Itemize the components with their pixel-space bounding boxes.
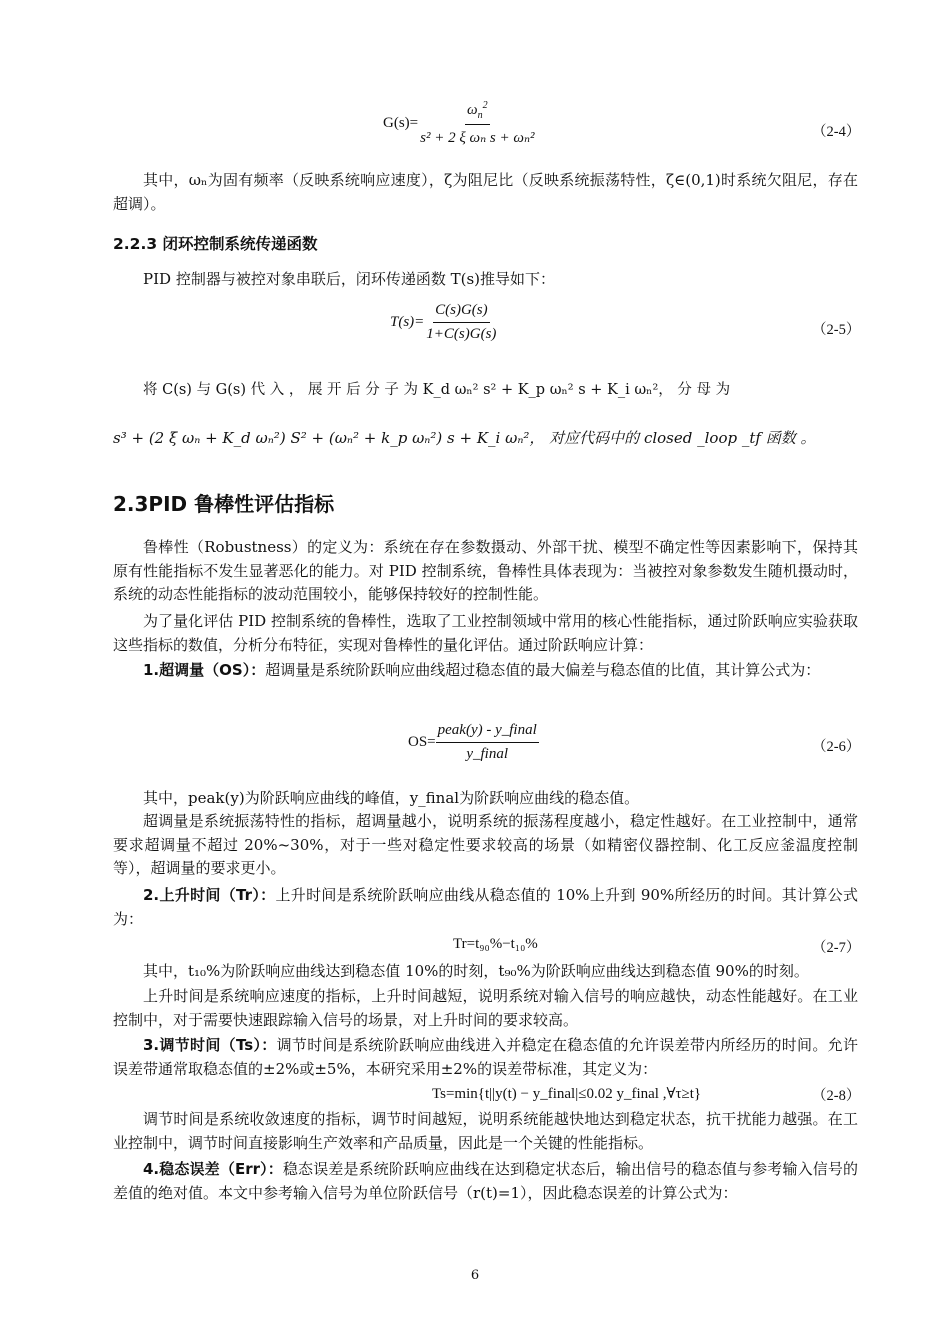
equation-lhs: OS= (408, 734, 436, 750)
equation-2-5 (390, 302, 498, 343)
equation-number: （2-7） (812, 940, 861, 956)
equation-number: （2-4） (812, 124, 861, 140)
item-label: 1.超调量（OS）： (143, 661, 266, 679)
item-label: 2.上升时间（Tr）： (143, 886, 276, 904)
item-text: 调节时间是系统阶跃响应曲线进入并稳定在稳态值的允许误差带内所经历的时间。允许误差带通常取稳态值的±2%或±5%，本研究采用±2%的误差带标准，其定义为： (113, 1036, 858, 1078)
fraction-denominator: 1+C(s)G(s) (426, 326, 497, 342)
paragraph: 其中，ωₙ为固有频率（反映系统响应速度），ζ为阻尼比（反映系统振荡特性，ζ∈(0,1)时系统欠阻尼，存在超调）。 (113, 171, 858, 213)
section-heading: 2.2.3 闭环控制系统传递函数 (113, 235, 318, 253)
fraction-numerator: C(s)G(s) (433, 302, 490, 323)
fraction-denominator: s² + 2 ξ ωₙ s + ωₙ² (420, 130, 535, 146)
equation-number: （2-8） (812, 1088, 861, 1104)
item-text: 稳态误差是系统阶跃响应曲线在达到稳定状态后，输出信号的稳态值与参考输入信号的差值的绝对值。本文中参考输入信号为单位阶跃信号（r(t)=1），因此稳态误差的计算公式为： (113, 1160, 858, 1202)
item-text: 超调量是系统阶跃响应曲线超过稳态值的最大偏差与稳态值的比值，其计算公式为： (265, 661, 821, 679)
paragraph: 调节时间是系统收敛速度的指标，调节时间越短，说明系统能越快地达到稳定状态，抗干扰能力越强。在工业控制中，调节时间直接影响生产效率和产品质量，因此是一个关键的性能指标。 (113, 1110, 858, 1152)
list-item (113, 659, 858, 683)
paragraph: 鲁棒性（Robustness）的定义为：系统在存在参数摄动、外部干扰、模型不确定性等因素影响下，保持其原有性能指标不发生显著恶化的能力。对 PID 控制系统，鲁棒性具体表现为：当被控对象参数发生随机摄动时，系统的动态性能指标的波动范围较小，能够保持较好的控制性能。 (113, 538, 858, 603)
paragraph: 上升时间是系统响应速度的指标，上升时间越短，说明系统对输入信号的响应越快，动态性能越好。在工业控制中，对于需要快速跟踪输入信号的场景，对上升时间的要求较高。 (113, 987, 858, 1029)
paragraph: s³ + (2 ξ ωₙ + K_d ωₙ²) S² + (ωₙ² + k_p ωₙ²) s + K_i ωₙ²， 对应代码中的 closed _loop _tf 函数 。 (113, 429, 816, 447)
fraction-denominator: y_final (466, 746, 509, 762)
equation-2-4 (383, 100, 537, 147)
equation-number: （2-6） (812, 739, 861, 755)
item-label: 3.调节时间（Ts）： (143, 1036, 277, 1054)
fraction-numerator: $\omega_n^2$ (465, 100, 490, 125)
fraction (436, 722, 539, 763)
list-item (113, 1034, 858, 1081)
section-heading: 2.3PID 鲁棒性评估指标 (113, 492, 335, 516)
equation-number: （2-5） (812, 322, 861, 338)
paragraph: 其中，t₁₀%为阶跃响应曲线达到稳态值 10%的时刻，t₉₀%为阶跃响应曲线达到稳态值 90%的时刻。 (143, 962, 809, 980)
item-text: 上升时间是系统阶跃响应曲线从稳态值的 10%上升到 90%所经历的时间。其计算公式为： (113, 886, 858, 928)
paragraph: 其中，peak(y)为阶跃响应曲线的峰值，y_final为阶跃响应曲线的稳态值。 (143, 789, 640, 807)
page-number: 6 (470, 1268, 480, 1283)
equation-lhs: G(s)= (383, 115, 419, 131)
equation-2-6 (408, 722, 539, 763)
list-item (113, 884, 858, 931)
fraction-numerator: peak(y) - y_final (436, 722, 539, 743)
paragraph: 为了量化评估 PID 控制系统的鲁棒性，选取了工业控制领域中常用的核心性能指标，通过阶跃响应实验获取这些指标的数值，分析分布特征，实现对鲁棒性的量化评估。通过阶跃响应计算： (113, 612, 858, 654)
equation-2-8: Ts=min{t||y(t) − y_final|≤0.02 y_final ,∀τ≥t} (432, 1086, 702, 1102)
fraction (424, 302, 498, 343)
fraction (418, 100, 536, 147)
list-item (113, 1158, 858, 1205)
item-label: 4.稳态误差（Err）： (143, 1160, 283, 1178)
equation-lhs: T(s)= (390, 314, 425, 330)
equation-2-7: Tr=t₉₀%−t₁₀% (453, 936, 538, 952)
paragraph: 超调量是系统振荡特性的指标，超调量越小，说明系统的振荡程度越小，稳定性越好。在工业控制中，通常要求超调量不超过 20%~30%，对于一些对稳定性要求较高的场景（如精密仪器控制、化工反应釜温度控制等），超调量的要求更小。 (113, 812, 858, 877)
paragraph: 将 C(s) 与 G(s) 代 入 ， 展 开 后 分 子 为 K_d ωₙ² s² + K_p ωₙ² s + K_i ωₙ²， 分 母 为 (143, 382, 731, 398)
paragraph: PID 控制器与被控对象串联后，闭环传递函数 T(s)推导如下： (143, 270, 555, 288)
